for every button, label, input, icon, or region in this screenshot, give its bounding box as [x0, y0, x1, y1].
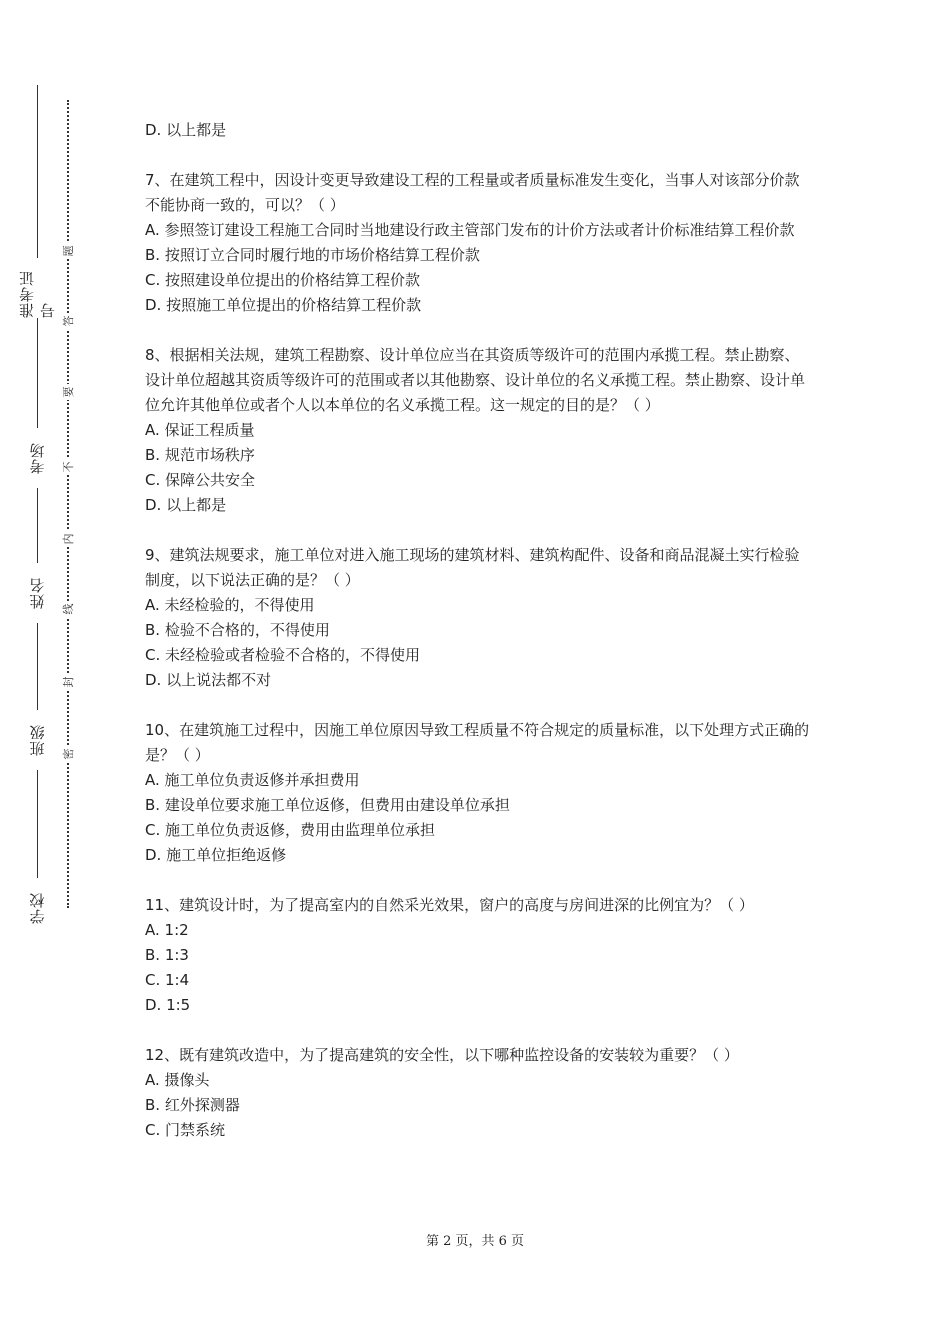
question-stem: 9、建筑法规要求，施工单位对进入施工现场的建筑材料、建筑构配件、设备和商品混凝土实行检验制度，以下说法正确的是？（ ）: [145, 546, 800, 589]
seal-char: 内: [59, 531, 77, 547]
field-label-class: 班级: [22, 710, 52, 770]
question-stem: 12、既有建筑改造中，为了提高建筑的安全性，以下哪种监控设备的安装较为重要？（ ）: [145, 1046, 739, 1064]
binding-margin: [0, 0, 110, 1344]
option-a: A. 参照签订建设工程施工合同时当地建设行政主管部门发布的计价方法或者计价标准结算工程价款: [145, 221, 795, 239]
option-a: A. 未经检验的，不得使用: [145, 596, 315, 614]
option-d: D. 按照施工单位提出的价格结算工程价款: [145, 296, 422, 314]
seal-char: 密: [59, 746, 77, 762]
option-c: C. 1:4: [145, 971, 190, 989]
question-stem: 8、根据相关法规，建筑工程勘察、设计单位应当在其资质等级许可的范围内承揽工程。禁止勘察、设计单位超越其资质等级许可的范围或者以其他勘察、设计单位的名义承揽工程。禁止勘察、设计单位允许其他单位或者个人以本单位的名义承揽工程。这一规定的目的是？（ ）: [145, 346, 806, 414]
option-b: B. 红外探测器: [145, 1096, 240, 1114]
option-b: B. 检验不合格的，不得使用: [145, 621, 330, 639]
option-b: B. 1:3: [145, 946, 189, 964]
option-b: B. 按照订立合同时履行地的市场价格结算工程价款: [145, 246, 480, 264]
option-c: C. 保障公共安全: [145, 471, 256, 489]
option-a: A. 施工单位负责返修并承担费用: [145, 771, 360, 789]
seal-char: 封: [59, 674, 77, 690]
question-12: [145, 1043, 810, 1143]
page-footer: 第 2 页，共 6 页: [425, 1234, 525, 1249]
question-7: [145, 168, 810, 318]
binding-solid-line: [37, 85, 38, 915]
question-stem: 11、建筑设计时，为了提高室内的自然采光效果，窗户的高度与房间进深的比例宜为？（ ）: [145, 896, 754, 914]
option-c: C. 门禁系统: [145, 1121, 226, 1139]
seal-char: 线: [59, 601, 77, 617]
option-d: D. 施工单位拒绝返修: [145, 846, 287, 864]
option-a: A. 摄像头: [145, 1071, 210, 1089]
option-d: D. 以上都是: [145, 496, 227, 514]
option-a: A. 保证工程质量: [145, 421, 255, 439]
option-d: D. 1:5: [145, 996, 191, 1014]
option-d: D. 以上说法都不对: [145, 671, 272, 689]
option-c: C. 未经检验或者检验不合格的，不得使用: [145, 646, 421, 664]
seal-char: 题: [59, 243, 77, 259]
seal-char: 要: [59, 384, 77, 400]
binding-dotted-line: [67, 100, 69, 908]
question-stem: 7、在建筑工程中，因设计变更导致建设工程的工程量或者质量标准发生变化，当事人对该部分价款不能协商一致的，可以？（ ）: [145, 171, 800, 214]
exam-content: [145, 118, 810, 1143]
option-b: B. 建设单位要求施工单位返修，但费用由建设单位承担: [145, 796, 510, 814]
option-c: C. 施工单位负责返修，费用由监理单位承担: [145, 821, 436, 839]
question-9: [145, 543, 810, 693]
option-c: C. 按照建设单位提出的价格结算工程价款: [145, 271, 421, 289]
seal-char: 不: [59, 459, 77, 475]
option-a: A. 1:2: [145, 921, 189, 939]
field-label-exam-number: 准考证号: [22, 258, 52, 318]
question-stem: 10、在建筑施工过程中，因施工单位原因导致工程质量不符合规定的质量标准，以下处理方式正确的是？（ ）: [145, 721, 810, 764]
seal-char: 答: [59, 313, 77, 329]
question-11: [145, 893, 810, 1018]
field-label-school: 学校: [22, 878, 52, 938]
option-text: D. 以上都是: [145, 121, 227, 139]
option-b: B. 规范市场秩序: [145, 446, 255, 464]
field-label-exam-room: 考场: [22, 428, 52, 488]
field-label-name: 姓名: [22, 563, 52, 623]
question-10: [145, 718, 810, 868]
question-8: [145, 343, 810, 518]
